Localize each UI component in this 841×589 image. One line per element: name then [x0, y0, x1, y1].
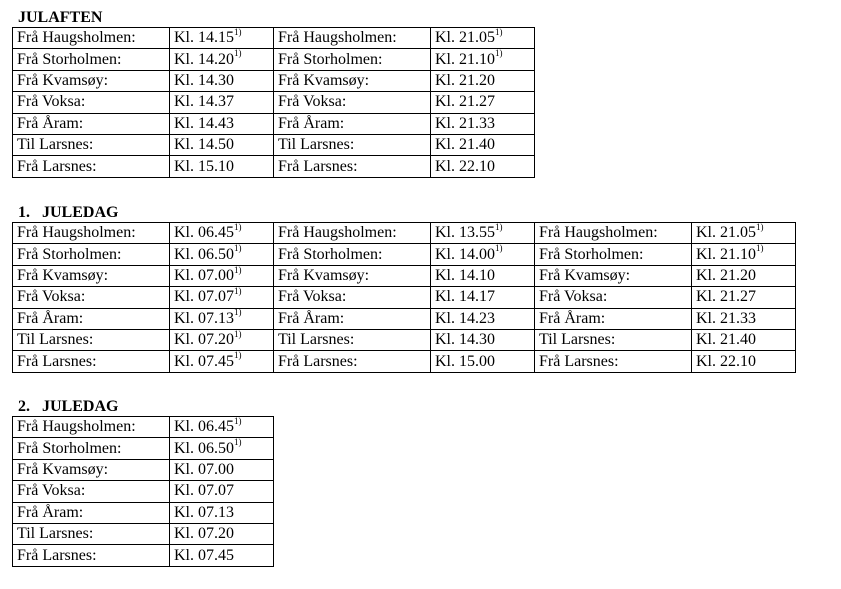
- table-row: [13, 523, 274, 544]
- table-row: [13, 244, 796, 265]
- departure-time: Kl. 14.20: [174, 50, 234, 68]
- stop-name: Frå Åram:: [274, 308, 431, 329]
- stop-name: Frå Kvamsøy:: [13, 265, 170, 286]
- stop-name: Frå Storholmen:: [13, 244, 170, 265]
- section-heading: 1. JULEDAG: [18, 204, 119, 221]
- footnote-marker: 1): [756, 222, 764, 232]
- departure-time: Kl. 07.07: [174, 288, 234, 306]
- stop-name: Frå Åram:: [535, 308, 692, 329]
- footnote-marker: 1): [234, 222, 242, 232]
- departure-time: Kl. 07.45: [174, 352, 234, 370]
- footnote-marker: 1): [234, 286, 242, 297]
- departure-time-cell: [431, 308, 535, 329]
- departure-time-cell: [170, 265, 274, 286]
- table-row: [13, 545, 274, 566]
- table-row: [13, 92, 535, 113]
- departure-time-cell: [431, 287, 535, 308]
- departure-time-cell: [692, 329, 796, 350]
- departure-time: Kl. 14.15: [174, 29, 234, 47]
- table-row: [13, 417, 274, 438]
- departure-time: Kl. 21.40: [435, 136, 495, 154]
- stop-name: Frå Larsnes:: [13, 156, 170, 177]
- stop-name: Frå Storholmen:: [535, 244, 692, 265]
- section-2-juledag: [12, 398, 274, 567]
- stop-name: Til Larsnes:: [535, 329, 692, 350]
- stop-name: Til Larsnes:: [13, 329, 170, 350]
- footnote-marker: 1): [234, 243, 242, 254]
- stop-name: Frå Storholmen:: [13, 438, 170, 459]
- departure-time-cell: [431, 223, 535, 244]
- stop-name: Til Larsnes:: [13, 134, 170, 155]
- table-row: [13, 308, 796, 329]
- table-row: [13, 70, 535, 91]
- stop-name: Frå Kvamsøy:: [13, 70, 170, 91]
- stop-name: Frå Haugsholmen:: [274, 28, 431, 49]
- departure-time: Kl. 14.43: [174, 114, 234, 132]
- departure-time: Kl. 07.20: [174, 331, 234, 349]
- departure-time-cell: [431, 351, 535, 372]
- departure-time: Kl. 06.45: [174, 224, 234, 242]
- footnote-marker: 1): [234, 416, 242, 426]
- stop-name: Frå Haugsholmen:: [13, 417, 170, 438]
- stop-name: Til Larsnes:: [274, 134, 431, 155]
- timetable: [12, 416, 274, 567]
- departure-time-cell: [692, 265, 796, 286]
- section-heading: JULAFTEN: [18, 9, 103, 26]
- departure-time-cell: [170, 156, 274, 177]
- table-row: [13, 49, 535, 70]
- departure-time-cell: [170, 308, 274, 329]
- table-row: [13, 438, 274, 459]
- table-row: [13, 351, 796, 372]
- stop-name: Frå Voksa:: [13, 481, 170, 502]
- timetable: [12, 222, 796, 373]
- departure-time: Kl. 21.20: [696, 266, 756, 284]
- departure-time-cell: [431, 70, 535, 91]
- departure-time: Kl. 07.13: [174, 503, 234, 521]
- stop-name: Frå Haugsholmen:: [274, 223, 431, 244]
- table-row: [13, 287, 796, 308]
- departure-time: Kl. 06.50: [174, 245, 234, 263]
- departure-time: Kl. 07.45: [174, 546, 234, 564]
- departure-time-cell: [692, 287, 796, 308]
- departure-time-cell: [170, 70, 274, 91]
- departure-time-cell: [170, 287, 274, 308]
- departure-time: Kl. 21.33: [696, 309, 756, 327]
- departure-time: Kl. 21.05: [435, 29, 495, 47]
- footnote-marker: 1): [495, 222, 503, 232]
- stop-name: Frå Larsnes:: [274, 351, 431, 372]
- departure-time-cell: [431, 265, 535, 286]
- stop-name: Frå Kvamsøy:: [274, 70, 431, 91]
- departure-time-cell: [170, 134, 274, 155]
- stop-name: Frå Voksa:: [13, 92, 170, 113]
- stop-name: Frå Åram:: [13, 308, 170, 329]
- departure-time-cell: [170, 244, 274, 265]
- departure-time: Kl. 21.40: [696, 331, 756, 349]
- departure-time: Kl. 14.00: [435, 245, 495, 263]
- departure-time-cell: [170, 523, 274, 544]
- departure-time: Kl. 21.05: [696, 224, 756, 242]
- stop-name: Frå Larsnes:: [274, 156, 431, 177]
- departure-time: Kl. 06.50: [174, 439, 234, 457]
- departure-time: Kl. 13.55: [435, 224, 495, 242]
- footnote-marker: 1): [495, 27, 503, 37]
- footnote-marker: 1): [234, 329, 242, 339]
- table-row: [13, 502, 274, 523]
- departure-time: Kl. 07.07: [174, 482, 234, 500]
- departure-time: Kl. 21.10: [696, 245, 756, 263]
- departure-time-cell: [170, 113, 274, 134]
- departure-time: Kl. 22.10: [696, 352, 756, 370]
- departure-time: Kl. 14.37: [174, 93, 234, 111]
- departure-time-cell: [692, 308, 796, 329]
- departure-time-cell: [431, 113, 535, 134]
- departure-time: Kl. 07.00: [174, 460, 234, 478]
- departure-time-cell: [692, 223, 796, 244]
- departure-time-cell: [431, 92, 535, 113]
- table-row: [13, 481, 274, 502]
- stop-name: Frå Åram:: [13, 502, 170, 523]
- table-row: [13, 28, 535, 49]
- departure-time: Kl. 21.27: [696, 288, 756, 306]
- departure-time: Kl. 15.00: [435, 352, 495, 370]
- table-row: [13, 223, 796, 244]
- table-row: [13, 329, 796, 350]
- departure-time: Kl. 14.10: [435, 266, 495, 284]
- stop-name: Frå Kvamsøy:: [13, 459, 170, 480]
- departure-time-cell: [170, 545, 274, 566]
- footnote-marker: 1): [234, 350, 242, 361]
- table-row: [13, 156, 535, 177]
- departure-time: Kl. 21.20: [435, 71, 495, 89]
- departure-time: Kl. 14.30: [174, 71, 234, 89]
- departure-time-cell: [431, 28, 535, 49]
- stop-name: Frå Åram:: [13, 113, 170, 134]
- departure-time-cell: [170, 459, 274, 480]
- departure-time-cell: [170, 502, 274, 523]
- departure-time: Kl. 07.20: [174, 525, 234, 543]
- departure-time: Kl. 14.50: [174, 136, 234, 154]
- table-row: [13, 113, 535, 134]
- departure-time: Kl. 07.00: [174, 266, 234, 284]
- footnote-marker: 1): [234, 265, 242, 275]
- departure-time-cell: [170, 438, 274, 459]
- footnote-marker: 1): [756, 243, 764, 254]
- stop-name: Frå Voksa:: [274, 92, 431, 113]
- section-heading: 2. JULEDAG: [18, 398, 119, 415]
- departure-time: Kl. 21.33: [435, 114, 495, 132]
- stop-name: Frå Larsnes:: [13, 545, 170, 566]
- stop-name: Frå Kvamsøy:: [535, 265, 692, 286]
- stop-name: Frå Haugsholmen:: [13, 28, 170, 49]
- stop-name: Til Larsnes:: [274, 329, 431, 350]
- stop-name: Frå Voksa:: [13, 287, 170, 308]
- footnote-marker: 1): [234, 308, 242, 318]
- table-row: [13, 134, 535, 155]
- departure-time: Kl. 15.10: [174, 157, 234, 175]
- departure-time: Kl. 14.23: [435, 309, 495, 327]
- departure-time-cell: [170, 28, 274, 49]
- departure-time-cell: [170, 49, 274, 70]
- departure-time: Kl. 21.27: [435, 93, 495, 111]
- stop-name: Frå Kvamsøy:: [274, 265, 431, 286]
- departure-time: Kl. 14.17: [435, 288, 495, 306]
- footnote-marker: 1): [495, 48, 503, 59]
- section-1-juledag: [12, 204, 796, 373]
- departure-time-cell: [431, 329, 535, 350]
- departure-time: Kl. 21.10: [435, 50, 495, 68]
- departure-time: Kl. 14.30: [435, 331, 495, 349]
- departure-time-cell: [170, 92, 274, 113]
- stop-name: Frå Voksa:: [535, 287, 692, 308]
- footnote-marker: 1): [495, 243, 503, 254]
- departure-time-cell: [170, 351, 274, 372]
- departure-time-cell: [431, 244, 535, 265]
- stop-name: Frå Haugsholmen:: [13, 223, 170, 244]
- stop-name: Frå Storholmen:: [274, 49, 431, 70]
- departure-time: Kl. 06.45: [174, 418, 234, 436]
- departure-time-cell: [170, 417, 274, 438]
- departure-time-cell: [431, 134, 535, 155]
- stop-name: Frå Larsnes:: [535, 351, 692, 372]
- departure-time-cell: [170, 481, 274, 502]
- stop-name: Til Larsnes:: [13, 523, 170, 544]
- stop-name: Frå Storholmen:: [274, 244, 431, 265]
- departure-time-cell: [431, 49, 535, 70]
- stop-name: Frå Larsnes:: [13, 351, 170, 372]
- departure-time-cell: [692, 244, 796, 265]
- footnote-marker: 1): [234, 27, 242, 37]
- stop-name: Frå Voksa:: [274, 287, 431, 308]
- departure-time: Kl. 07.13: [174, 309, 234, 327]
- footnote-marker: 1): [234, 437, 242, 448]
- timetable: [12, 27, 535, 178]
- footnote-marker: 1): [234, 48, 242, 59]
- departure-time-cell: [170, 329, 274, 350]
- departure-time: Kl. 22.10: [435, 157, 495, 175]
- departure-time-cell: [170, 223, 274, 244]
- stop-name: Frå Åram:: [274, 113, 431, 134]
- departure-time-cell: [692, 351, 796, 372]
- table-row: [13, 459, 274, 480]
- stop-name: Frå Storholmen:: [13, 49, 170, 70]
- table-row: [13, 265, 796, 286]
- departure-time-cell: [431, 156, 535, 177]
- section-julaften: [12, 9, 535, 178]
- stop-name: Frå Haugsholmen:: [535, 223, 692, 244]
